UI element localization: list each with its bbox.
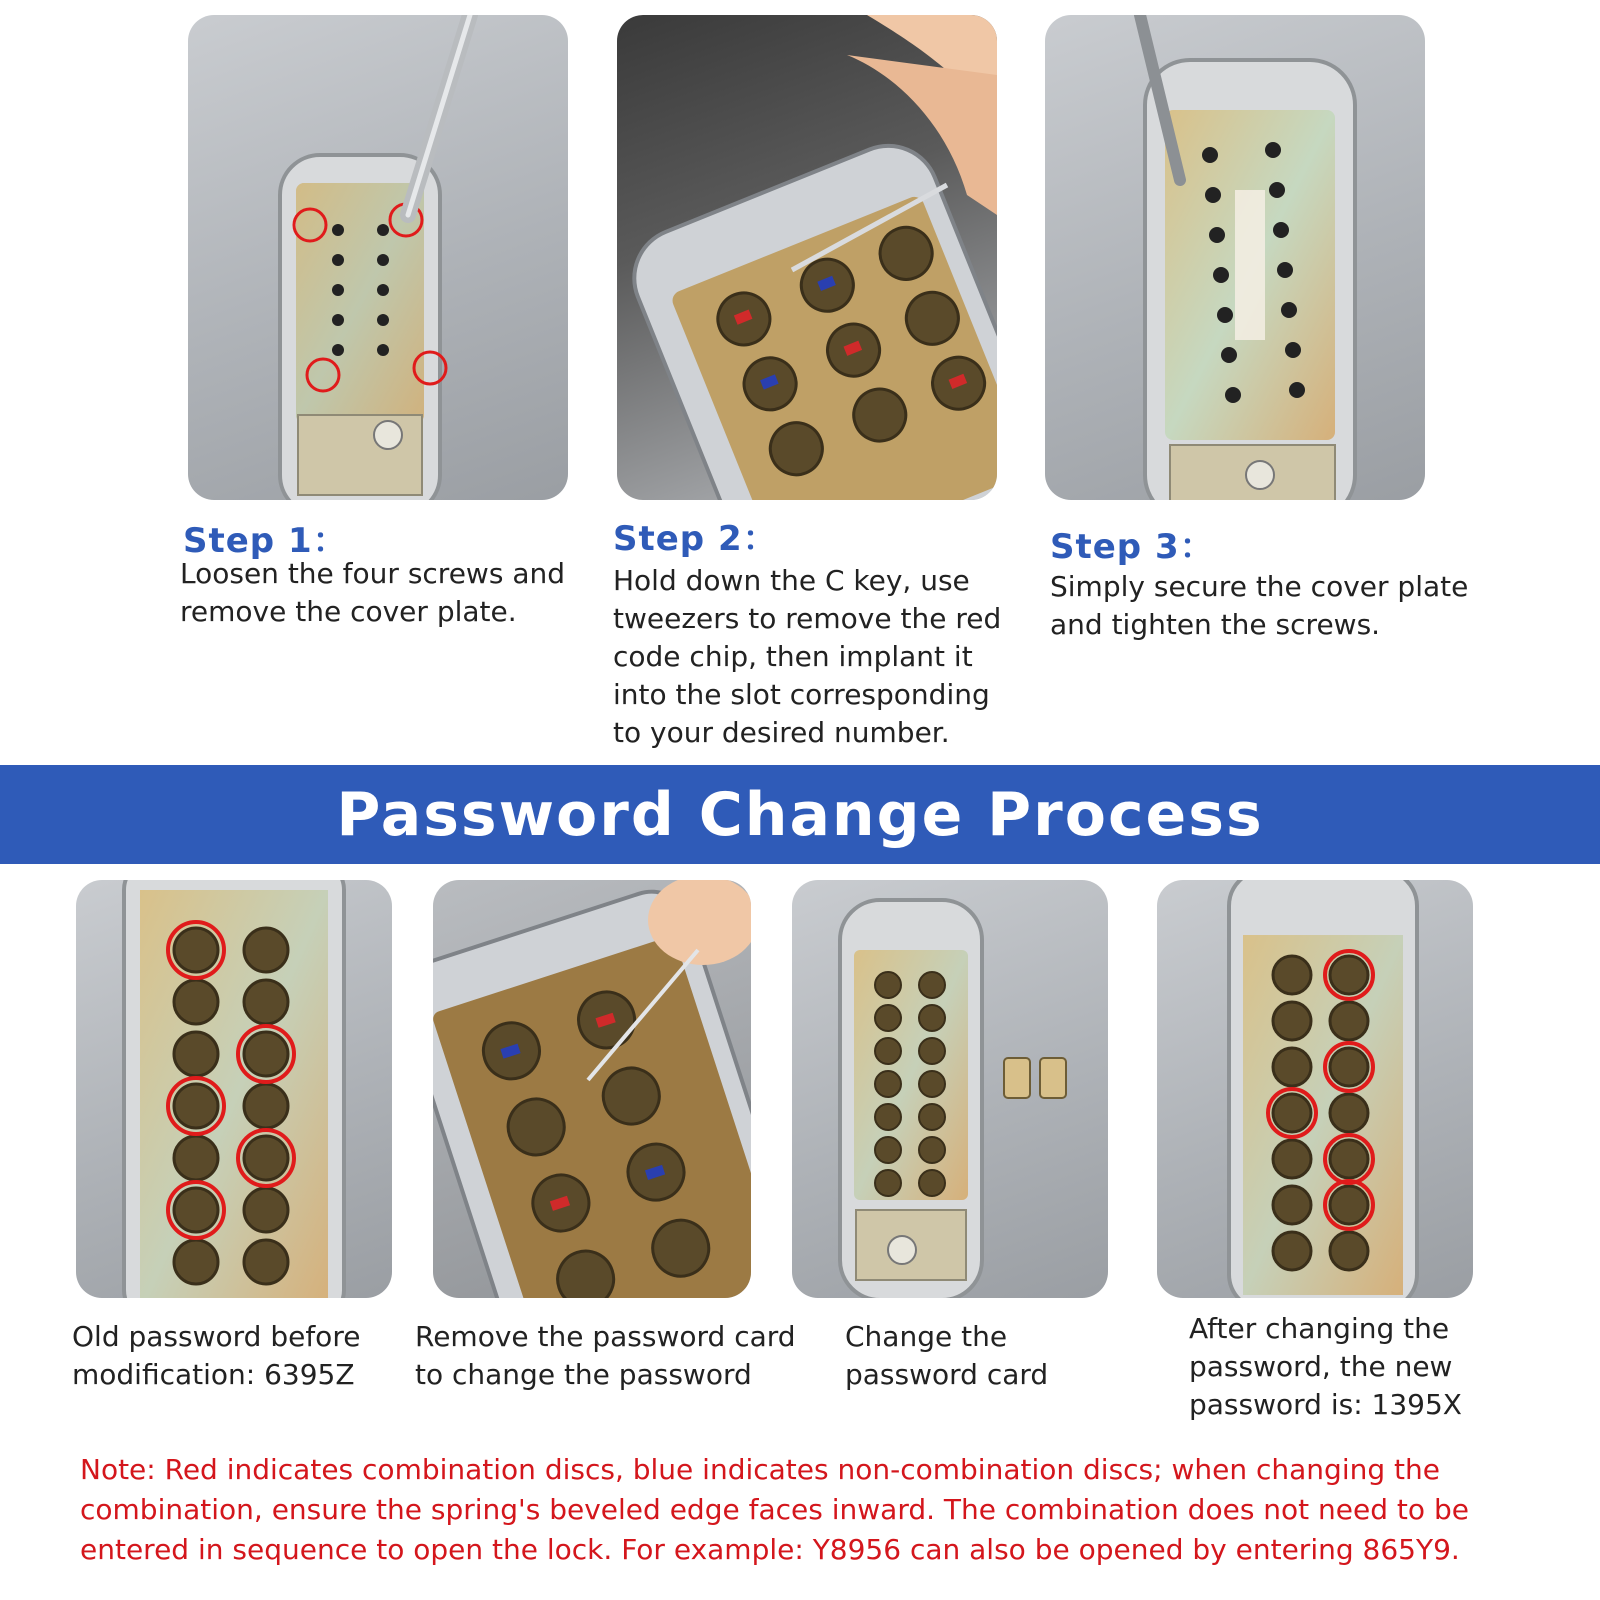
step1-title: Step 1： bbox=[183, 521, 348, 561]
step2-title: Step 2： bbox=[613, 519, 778, 559]
lock-mechanism-icon bbox=[1157, 880, 1473, 1298]
caption-remove-card: Remove the password card to change the password bbox=[415, 1320, 796, 1391]
lock-mechanism-icon bbox=[617, 15, 997, 500]
change-card-photo bbox=[792, 880, 1108, 1298]
caption-change-card: Change the password card bbox=[845, 1320, 1049, 1391]
lock-mechanism-icon bbox=[433, 880, 751, 1298]
lock-mechanism-icon bbox=[76, 880, 392, 1298]
step3-title: Step 3： bbox=[1050, 527, 1215, 567]
lock-mechanism-icon bbox=[1045, 15, 1425, 500]
step3-text: Simply secure the cover plate and tighten the screws. bbox=[1050, 570, 1469, 641]
caption-old-password: Old password before modification: 6395Z bbox=[72, 1320, 361, 1391]
new-password-photo bbox=[1157, 880, 1473, 1298]
banner-title: Password Change Process bbox=[336, 779, 1264, 850]
step2-photo bbox=[617, 15, 997, 500]
lock-mechanism-icon bbox=[792, 880, 1108, 1298]
section-banner bbox=[0, 765, 1600, 864]
step1-photo bbox=[188, 15, 568, 500]
note-text: Note: Red indicates combination discs, blue indicates non-combination discs; when changing the combination, ensure the spring's beveled edge faces inward. The combination does not need to be entered in sequence to open the lock. For example: Y8956 can also be opened by entering 865Y9. bbox=[80, 1453, 1469, 1566]
step1-text: Loosen the four screws and remove the cover plate. bbox=[180, 557, 565, 628]
caption-new-password: After changing the password, the new password is: 1395X bbox=[1189, 1312, 1462, 1421]
old-password-photo bbox=[76, 880, 392, 1298]
step2-text: Hold down the C key, use tweezers to remove the red code chip, then implant it into the slot corresponding to your desired number. bbox=[613, 564, 1002, 749]
remove-card-photo bbox=[433, 880, 751, 1298]
step3-photo bbox=[1045, 15, 1425, 500]
lock-mechanism-icon bbox=[188, 15, 568, 500]
